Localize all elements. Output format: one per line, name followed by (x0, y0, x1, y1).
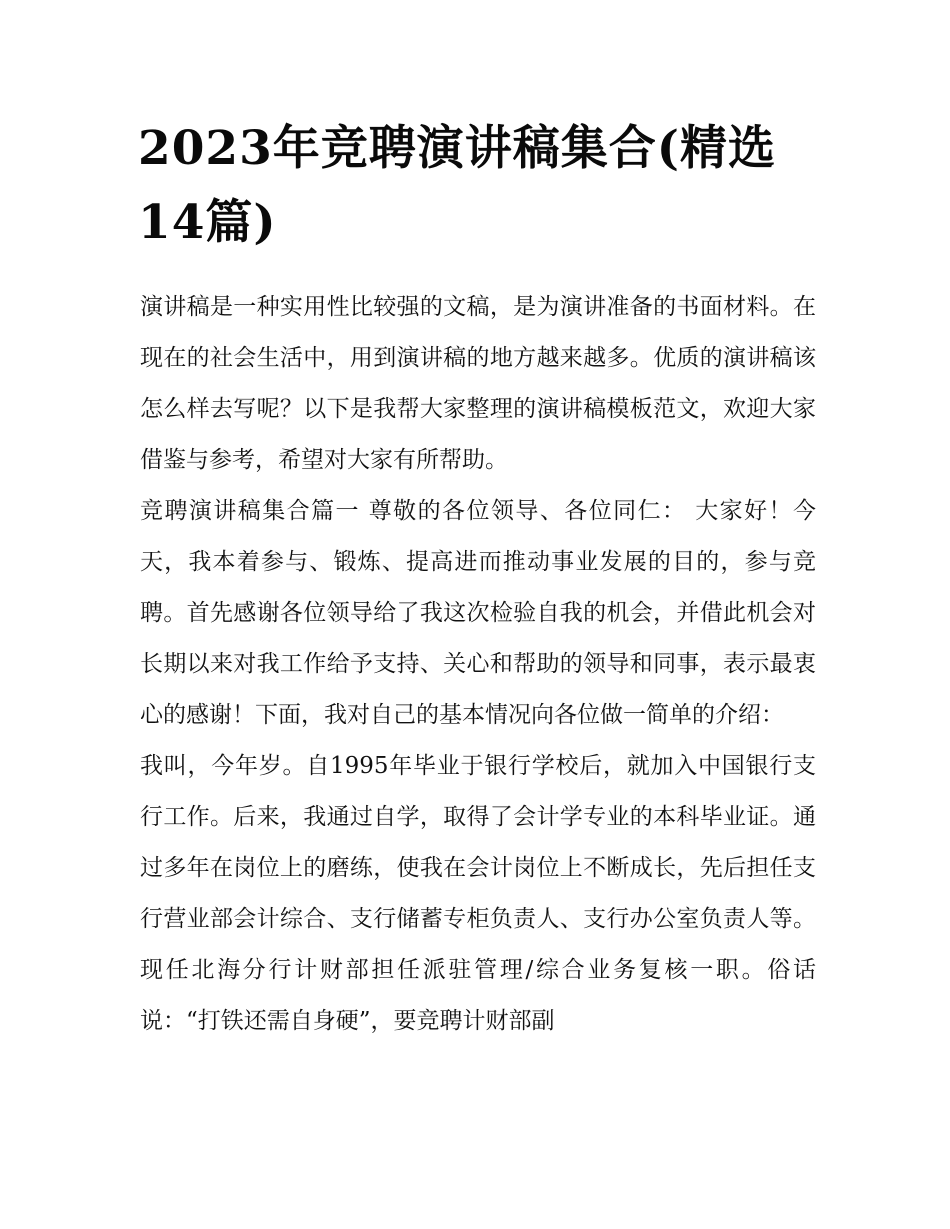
intro-paragraph: 演讲稿是一种实用性比较强的文稿，是为演讲准备的书面材料。在现在的社会生活中，用到演讲稿的地方越来越多。优质的演讲稿该怎么样去写呢？以下是我帮大家整理的演讲稿模板范文，欢迎大家借鉴与参考，希望对大家有所帮助。 (140, 294, 816, 473)
document-title: 2023年竞聘演讲稿集合(精选14篇) (138, 121, 777, 250)
document-body (140, 282, 816, 1047)
self-introduction-paragraph: 我叫，今年岁。自1995年毕业于银行学校后，就加入中国银行支行工作。后来，我通过自学，取得了会计学专业的本科毕业证。通过多年在岗位上的磨练，使我在会计岗位上不断成长，先后担任支行营业部会计综合、支行储蓄专柜负责人、支行办公室负责人等。现任北海分行计财部担任派驻管理/综合业务复核一职。俗话说：“打铁还需自身硬”，要竞聘计财部副 (140, 753, 816, 1034)
speech-opening-paragraph: 竞聘演讲稿集合篇一 尊敬的各位领导、各位同仁： 大家好！今天，我本着参与、锻炼、提高进而推动事业发展的目的，参与竞聘。首先感谢各位领导给了我这次检验自我的机会，并借此机会对长期以来对我工作给予支持、关心和帮助的领导和同事，表示最衷心的感谢！下面，我对自己的基本情况向各位做一简单的介绍： (140, 498, 816, 728)
